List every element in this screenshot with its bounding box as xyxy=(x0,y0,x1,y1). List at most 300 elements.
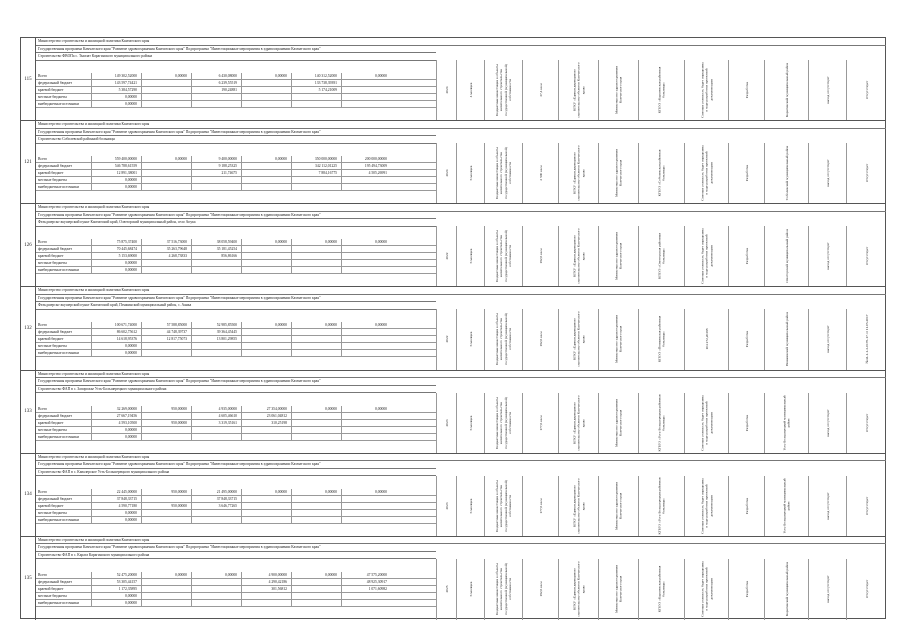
attr-cell-gp xyxy=(598,143,638,203)
value-cell: 200 000,00000 xyxy=(364,157,387,162)
attr-stage: Разработка xyxy=(744,165,749,182)
attr-cell-customer xyxy=(558,143,598,203)
row-label: местные бюджеты xyxy=(38,95,67,100)
row-label: Всего xyxy=(38,74,48,79)
value-cell: 0,00000 xyxy=(375,240,387,245)
attr-cell-term xyxy=(456,60,484,120)
column-divider xyxy=(241,406,242,441)
block-ministry: Министерство строительства и жилищной политики Камчатского края xyxy=(36,287,886,295)
column-divider xyxy=(191,572,192,607)
row-label: Всего xyxy=(38,240,48,245)
value-cell: 350 000,00000 xyxy=(314,157,337,162)
attr-term: 6 месяцев xyxy=(468,165,473,181)
column-divider xyxy=(91,239,92,274)
column-divider xyxy=(91,322,92,357)
value-cell: 9 188,25325 xyxy=(218,164,237,169)
value-cell: 4 593,10500 xyxy=(118,420,137,425)
column-divider xyxy=(291,73,292,108)
row-label: местные бюджеты xyxy=(38,427,67,432)
value-cell: 27 667,19456 xyxy=(116,413,137,418)
project-block xyxy=(21,371,885,454)
attr-cell-stage xyxy=(728,226,764,286)
row-label: внебюджетные источники xyxy=(38,434,79,439)
finance-row xyxy=(36,343,436,350)
column-divider xyxy=(341,406,342,441)
attr-cell-note xyxy=(846,476,886,536)
finance-row xyxy=(36,87,436,94)
value-cell: 133 738,39391 xyxy=(314,81,337,86)
attr-cell-year xyxy=(436,143,456,203)
value-cell: 143 597,74421 xyxy=(114,81,137,86)
attr-note: Отсутствует xyxy=(864,413,869,432)
row-label: федеральный бюджет xyxy=(38,579,72,584)
attr-cell-district xyxy=(764,143,808,203)
attr-cell-stage xyxy=(728,559,764,620)
value-cell: 70 445,68474 xyxy=(116,247,137,252)
attr-cell-doc xyxy=(684,476,728,536)
column-divider xyxy=(91,572,92,607)
value-cell: 310,25198 xyxy=(271,420,287,425)
row-label: федеральный бюджет xyxy=(38,413,72,418)
block-ministry: Министерство строительства и жилищной политики Камчатского края xyxy=(36,204,886,212)
value-cell: 950,00000 xyxy=(171,503,187,508)
value-cell: 39 364,45445 xyxy=(216,330,237,335)
attr-cell-stage xyxy=(728,143,764,203)
value-cell: 342 112,01225 xyxy=(315,164,337,169)
attr-cell-term xyxy=(456,476,484,536)
attr-cell-term xyxy=(456,143,484,203)
row-number: 115 xyxy=(21,38,36,120)
finance-row xyxy=(36,94,436,101)
attr-type: Бюджетные инвестиции в объекты капитального строительства государственной (муниципальной) собственности xyxy=(494,563,512,616)
value-cell: 37 848,33715 xyxy=(216,496,237,501)
value-cell: 149 302,52000 xyxy=(114,74,137,79)
block-object: Фельдшерско-акушерский пункт Камчатский край, Пенжинский муниципальный район, с. Аянка xyxy=(36,302,436,310)
attr-operator: КГБУЗ «Соболевская районная больница» xyxy=(657,149,666,197)
row-label: краевой бюджет xyxy=(38,586,64,591)
attr-cell-capacity xyxy=(522,60,558,120)
finance-row xyxy=(36,80,436,87)
value-cell: 546 788,61559 xyxy=(114,164,137,169)
attr-cell-term xyxy=(456,309,484,369)
value-cell: 52 475,20000 xyxy=(116,572,137,577)
attr-cell-term xyxy=(456,226,484,286)
attr-settle: выход отсутствует xyxy=(825,575,830,604)
attr-cell-customer xyxy=(558,309,598,369)
value-cell: 48 925,30917 xyxy=(366,579,387,584)
value-cell: 0,00000 xyxy=(125,351,137,356)
value-cell: 0,00000 xyxy=(375,406,387,411)
value-cell: 0,00000 xyxy=(325,489,337,494)
value-cell: 9 400,00000 xyxy=(218,157,237,162)
block-program: Государственная программа Камчатского края "Развитие здравоохранения Камчатского края" Подпрограмма "Инвестиционные мероприятия в здравоохранении Камчатского края" xyxy=(36,378,436,386)
value-cell: 0,00000 xyxy=(325,406,337,411)
row-number: 132 xyxy=(21,287,36,369)
attr-cell-gp xyxy=(598,393,638,453)
value-cell: 0,00000 xyxy=(125,95,137,100)
row-label: федеральный бюджет xyxy=(38,330,72,335)
attr-customer: КГКУ «Единая дирекция по строительству объектов Камчатского края» xyxy=(571,228,585,284)
attr-cell-capacity xyxy=(522,309,558,369)
attr-doc: Сметная стоимость будет определена в ходе разработки проектной документации xyxy=(699,394,713,451)
row-label: внебюджетные источники xyxy=(38,185,79,190)
finance-rows xyxy=(36,322,436,357)
value-cell: 13 801,29855 xyxy=(216,337,237,342)
row-number: 133 xyxy=(21,371,36,453)
value-cell: 0,00000 xyxy=(125,268,137,273)
attr-cell-district xyxy=(764,226,808,286)
value-cell: 57 588,85000 xyxy=(166,323,187,328)
attr-cell-term xyxy=(456,393,484,453)
attr-cell-stage xyxy=(728,476,764,536)
attr-note: №44-1-1-3-0176-17 от 11.05.2017 xyxy=(864,314,869,365)
column-divider xyxy=(291,322,292,357)
column-divider xyxy=(91,156,92,191)
value-cell: 5 153,69000 xyxy=(118,254,137,259)
finance-rows xyxy=(36,572,436,607)
attr-cell-operator xyxy=(638,476,684,536)
attr-cell-capacity xyxy=(522,143,558,203)
column-divider xyxy=(241,489,242,524)
value-cell: 0,00000 xyxy=(175,157,187,162)
value-cell: 12 891,38001 xyxy=(116,171,137,176)
finance-row xyxy=(36,579,436,586)
finance-rows xyxy=(36,239,436,274)
attr-district: Усть-Большерецкий муниципальный район xyxy=(782,395,791,451)
column-divider xyxy=(191,156,192,191)
finance-row xyxy=(36,489,436,496)
attr-cell-district xyxy=(764,60,808,120)
attr-year: 2024 xyxy=(444,169,449,177)
attr-operator: КГБУЗ «Карагинская районная больница» xyxy=(657,66,666,114)
attr-customer: КГКУ «Единая дирекция по строительству объектов Камчатского края» xyxy=(571,395,585,451)
row-label: федеральный бюджет xyxy=(38,496,72,501)
attr-note: Отсутствует xyxy=(864,247,869,266)
project-block xyxy=(21,454,885,537)
value-cell: 6 430,08000 xyxy=(218,74,237,79)
value-cell: 4 505,26991 xyxy=(368,171,387,176)
value-cell: 0,00000 xyxy=(325,323,337,328)
value-cell: 5 384,57290 xyxy=(118,88,137,93)
attr-cell-doc xyxy=(684,559,728,620)
attr-cell-note xyxy=(846,309,886,369)
attr-cell-settle xyxy=(808,476,846,536)
attr-cell-gp xyxy=(598,226,638,286)
column-divider xyxy=(241,156,242,191)
attr-year: 2023 xyxy=(444,502,449,510)
value-cell: 211,74675 xyxy=(221,171,237,176)
attr-cell-doc xyxy=(684,143,728,203)
finance-row xyxy=(36,163,436,170)
row-label: местные бюджеты xyxy=(38,593,67,598)
row-label: Всего xyxy=(38,157,48,162)
finance-row xyxy=(36,177,436,184)
value-cell: 1 071,60982 xyxy=(368,586,387,591)
attr-district: Соболевский муниципальный район xyxy=(784,146,789,201)
value-cell: 0,00000 xyxy=(125,517,137,522)
value-cell: 0,00000 xyxy=(175,74,187,79)
attr-customer: КГКУ «Единая дирекция по строительству объектов Камчатского края» xyxy=(571,145,585,201)
value-cell: 75 875,37400 xyxy=(116,240,137,245)
column-divider xyxy=(191,239,192,274)
finance-row xyxy=(36,503,436,510)
attr-cell-type xyxy=(484,309,522,369)
finance-row xyxy=(36,413,436,420)
finance-row xyxy=(36,517,436,524)
column-divider xyxy=(141,489,142,524)
block-object: Строительство ФВОПа с. Тымлат Карагинского муниципального района xyxy=(36,53,436,61)
row-label: внебюджетные источники xyxy=(38,517,79,522)
row-label: краевой бюджет xyxy=(38,254,64,259)
attr-cell-operator xyxy=(638,143,684,203)
attr-district: Карагинский муниципальный район xyxy=(784,562,789,617)
value-cell: 4 605,46610 xyxy=(218,413,237,418)
attr-type: Бюджетные инвестиции в объекты капитального строительства государственной (муниципальной) собственности xyxy=(494,313,512,366)
value-cell: 53 305,44157 xyxy=(116,579,137,584)
row-label: местные бюджеты xyxy=(38,510,67,515)
value-cell: 140 312,52000 xyxy=(314,74,337,79)
attr-note: Отсутствует xyxy=(864,80,869,100)
attr-cell-gp xyxy=(598,476,638,536)
row-label: федеральный бюджет xyxy=(38,247,72,252)
attr-stage: Разработка xyxy=(744,331,749,348)
value-cell: 5 174,21009 xyxy=(318,88,337,93)
attr-cell-capacity xyxy=(522,393,558,453)
value-cell: 0,00000 xyxy=(325,240,337,245)
attr-operator: КГБУЗ «Усть-Большерецкая районная больница» xyxy=(657,477,666,535)
attr-district: Карагинский муниципальный район xyxy=(784,62,789,118)
column-divider xyxy=(291,156,292,191)
attr-gp: Министерство здравоохранения Камчатского края xyxy=(614,315,623,364)
attr-cell-stage xyxy=(728,60,764,120)
attr-cell-doc xyxy=(684,60,728,120)
block-program: Государственная программа Камчатского края "Развитие здравоохранения Камчатского края" Подпрограмма "Инвестиционные мероприятия в здравоохранении Камчатского края" xyxy=(36,461,436,469)
project-block xyxy=(21,204,885,287)
attr-operator: КГБУЗ «Пенжинская районная больница» xyxy=(657,316,666,363)
finance-row xyxy=(36,170,436,177)
attr-customer: КГКУ «Единая дирекция по строительству объектов Камчатского края» xyxy=(571,311,585,368)
value-cell: 37 516,73000 xyxy=(166,240,187,245)
attr-year: 2024 xyxy=(444,86,449,94)
finance-row xyxy=(36,329,436,336)
column-divider xyxy=(91,73,92,108)
value-cell: 7 884,16775 xyxy=(318,171,337,176)
row-label: Всего xyxy=(38,406,48,411)
attr-cell-district xyxy=(764,393,808,453)
row-label: местные бюджеты xyxy=(38,261,67,266)
attr-cell-settle xyxy=(808,309,846,369)
value-cell: 27 354,00000 xyxy=(266,406,287,411)
value-cell: 0,00000 xyxy=(125,593,137,598)
row-label: краевой бюджет xyxy=(38,337,64,342)
attr-cell-year xyxy=(436,393,456,453)
column-divider xyxy=(341,489,342,524)
attr-customer: КГКУ «Единая дирекция по строительству объектов Камчатского края» xyxy=(571,62,585,118)
row-label: Всего xyxy=(38,489,48,494)
value-cell: 0,00000 xyxy=(225,572,237,577)
column-divider xyxy=(241,322,242,357)
finance-row xyxy=(36,406,436,413)
value-cell: 52 985,85500 xyxy=(216,323,237,328)
attr-cell-operator xyxy=(638,559,684,620)
attr-gp: Министерство здравоохранения Камчатского края xyxy=(614,565,623,614)
value-cell: 4 935,00000 xyxy=(218,406,237,411)
value-cell: 3 319,35161 xyxy=(218,420,237,425)
attr-operator: КГБУЗ «Усть-Большерецкая районная больница» xyxy=(657,394,666,452)
block-program: Государственная программа Камчатского края "Развитие здравоохранения Камчатского края" Подпрограмма "Инвестиционные мероприятия в здравоохранении Камчатского края" xyxy=(36,212,436,220)
row-label: краевой бюджет xyxy=(38,420,64,425)
value-cell: 1 172,35895 xyxy=(118,586,137,591)
row-number: 121 xyxy=(21,121,36,203)
row-label: краевой бюджет xyxy=(38,88,64,93)
attr-term: 6 месяцев xyxy=(468,582,473,597)
block-program: Государственная программа Камчатского края "Развитие здравоохранения Камчатского края" Подпрограмма "Инвестиционные мероприятия в здравоохранении Камчатского края" xyxy=(36,129,436,137)
value-cell: 4 268,73833 xyxy=(168,254,187,259)
attr-capacity: 37,4 кв.м xyxy=(538,83,543,97)
attr-doc: Сметная стоимость будет определена в ходе разработки проектной документации xyxy=(699,477,713,534)
attr-stage: Разработка xyxy=(744,81,749,99)
attr-cell-year xyxy=(436,559,456,620)
attr-type: Бюджетные инвестиции в объекты капитального строительства государственной (муниципальной) собственности xyxy=(494,147,512,200)
value-cell: 0,00000 xyxy=(275,323,287,328)
column-divider xyxy=(141,156,142,191)
value-cell: 35 263,79648 xyxy=(166,247,187,252)
attr-cell-customer xyxy=(558,559,598,620)
attr-cell-note xyxy=(846,393,886,453)
attr-cell-settle xyxy=(808,226,846,286)
finance-row xyxy=(36,600,436,607)
value-cell: 950,00000 xyxy=(171,406,187,411)
value-cell: 950,00000 xyxy=(171,489,187,494)
attr-doc: Сметная стоимость будет определена в ходе разработки проектной документации xyxy=(699,561,713,618)
attr-doc: 104 272,20398 xyxy=(704,328,709,350)
value-cell: 950,00000 xyxy=(171,420,187,425)
column-divider xyxy=(241,73,242,108)
attr-settle: выход отсутствует xyxy=(825,325,830,354)
attr-capacity: 177,6 кв.м xyxy=(538,498,543,514)
value-cell: 22 445,00000 xyxy=(116,489,137,494)
value-cell: 0,00000 xyxy=(125,510,137,515)
attr-gp: Министерство здравоохранения Камчатского края xyxy=(614,149,623,198)
row-label: федеральный бюджет xyxy=(38,164,72,169)
attr-gp: Министерство здравоохранения Камчатского края xyxy=(614,398,623,447)
attr-year: 2022 xyxy=(444,252,449,260)
attr-capacity: 2 500 кв.м xyxy=(538,165,543,181)
finance-row xyxy=(36,184,436,191)
column-divider xyxy=(341,572,342,607)
attr-settle: выход отсутствует xyxy=(825,242,830,271)
project-block xyxy=(21,121,885,204)
value-cell: 301,56812 xyxy=(271,586,287,591)
value-cell: 0,00000 xyxy=(275,240,287,245)
value-cell: 0,00000 xyxy=(125,185,137,190)
attr-term: 6 месяцев xyxy=(468,498,473,514)
row-label: краевой бюджет xyxy=(38,503,64,508)
finance-row xyxy=(36,434,436,441)
attr-cell-customer xyxy=(558,393,598,453)
attr-cell-type xyxy=(484,559,522,620)
attr-cell-customer xyxy=(558,60,598,120)
finance-row xyxy=(36,322,436,329)
block-ministry: Министерство строительства и жилищной политики Камчатского края xyxy=(36,121,886,129)
attr-district: Усть-Большерецкий муниципальный район xyxy=(782,478,791,534)
attr-cell-customer xyxy=(558,476,598,536)
value-cell: 0,00000 xyxy=(275,489,287,494)
attr-district: Олюторский муниципальный район xyxy=(784,229,789,284)
attr-cell-note xyxy=(846,226,886,286)
value-cell: 0,00000 xyxy=(125,427,137,432)
column-divider xyxy=(141,322,142,357)
finance-rows xyxy=(36,73,436,108)
attr-year: 2023 xyxy=(444,419,449,427)
attr-settle: выход отсутствует xyxy=(825,159,830,187)
value-cell: 0,00000 xyxy=(325,572,337,577)
attr-cell-year xyxy=(436,226,456,286)
finance-row xyxy=(36,420,436,427)
attr-cell-type xyxy=(484,393,522,453)
value-cell: 38 058,59400 xyxy=(216,240,237,245)
column-divider xyxy=(191,489,192,524)
attr-cell-type xyxy=(484,143,522,203)
attr-term: 6 месяцев xyxy=(468,332,473,347)
value-cell: 195 494,73009 xyxy=(364,164,387,169)
attr-cell-gp xyxy=(598,60,638,120)
block-program: Государственная программа Камчатского края "Развитие здравоохранения Камчатского края" Подпрограмма "Инвестиционные мероприятия в здравоохранении Камчатского края" xyxy=(36,544,436,552)
finance-row xyxy=(36,101,436,108)
value-cell: 0,00000 xyxy=(375,323,387,328)
attr-operator: КГБУЗ «Карагинская районная больница» xyxy=(657,566,666,613)
row-label: местные бюджеты xyxy=(38,178,67,183)
attr-cell-operator xyxy=(638,393,684,453)
row-label: внебюджетные источники xyxy=(38,102,79,107)
value-cell: 0,00000 xyxy=(125,261,137,266)
attr-term: 6 месяцев xyxy=(468,248,473,264)
attr-term: 6 месяцев xyxy=(468,415,473,430)
block-object: Строительство ФАП в с. Кавалерское Усть-Большерецкого муниципального района xyxy=(36,469,436,477)
attr-customer: КГКУ «Единая дирекция по строительству объектов Камчатского края» xyxy=(571,561,585,617)
attr-cell-note xyxy=(846,143,886,203)
value-cell: 0,00000 xyxy=(125,600,137,605)
attr-stage: Разработка xyxy=(744,248,749,265)
row-number: 134 xyxy=(21,454,36,536)
value-cell: 14 618,95376 xyxy=(116,337,137,342)
column-divider xyxy=(241,572,242,607)
attr-note: Отсутствует xyxy=(864,496,869,515)
attr-stage: Разработка xyxy=(744,581,749,598)
column-divider xyxy=(341,156,342,191)
attr-cell-stage xyxy=(728,309,764,369)
finance-rows xyxy=(36,489,436,524)
attr-cell-stage xyxy=(728,393,764,453)
attr-gp: Министерство здравоохранения Камчатского края xyxy=(614,232,623,281)
attr-cell-settle xyxy=(808,559,846,620)
attr-gp: Министерство здравоохранения Камчатского края xyxy=(614,481,623,530)
block-program: Государственная программа Камчатского края "Развитие здравоохранения Камчатского края" Подпрограмма "Инвестиционные мероприятия в здравоохранении Камчатского края" xyxy=(36,46,436,54)
attr-cell-customer xyxy=(558,226,598,286)
block-object: Фельдшерско-акушерский пункт Камчатский край, Олюторский муниципальный район, село Апука xyxy=(36,219,436,227)
finance-row xyxy=(36,427,436,434)
attr-type: Бюджетные инвестиции в объекты капитального строительства государственной (муниципальной) собственности xyxy=(494,64,512,117)
value-cell: 4 900,00000 xyxy=(268,572,287,577)
finance-row xyxy=(36,572,436,579)
attr-capacity: 192,6 кв.м xyxy=(538,331,543,348)
attr-type: Бюджетные инвестиции в объекты капитального строительства государственной (муниципальной) собственности xyxy=(494,230,512,283)
attr-cell-operator xyxy=(638,60,684,120)
column-divider xyxy=(141,239,142,274)
attr-capacity: 177,6 кв.м xyxy=(538,415,543,431)
value-cell: 0,00000 xyxy=(125,102,137,107)
value-cell: 0,00000 xyxy=(275,157,287,162)
